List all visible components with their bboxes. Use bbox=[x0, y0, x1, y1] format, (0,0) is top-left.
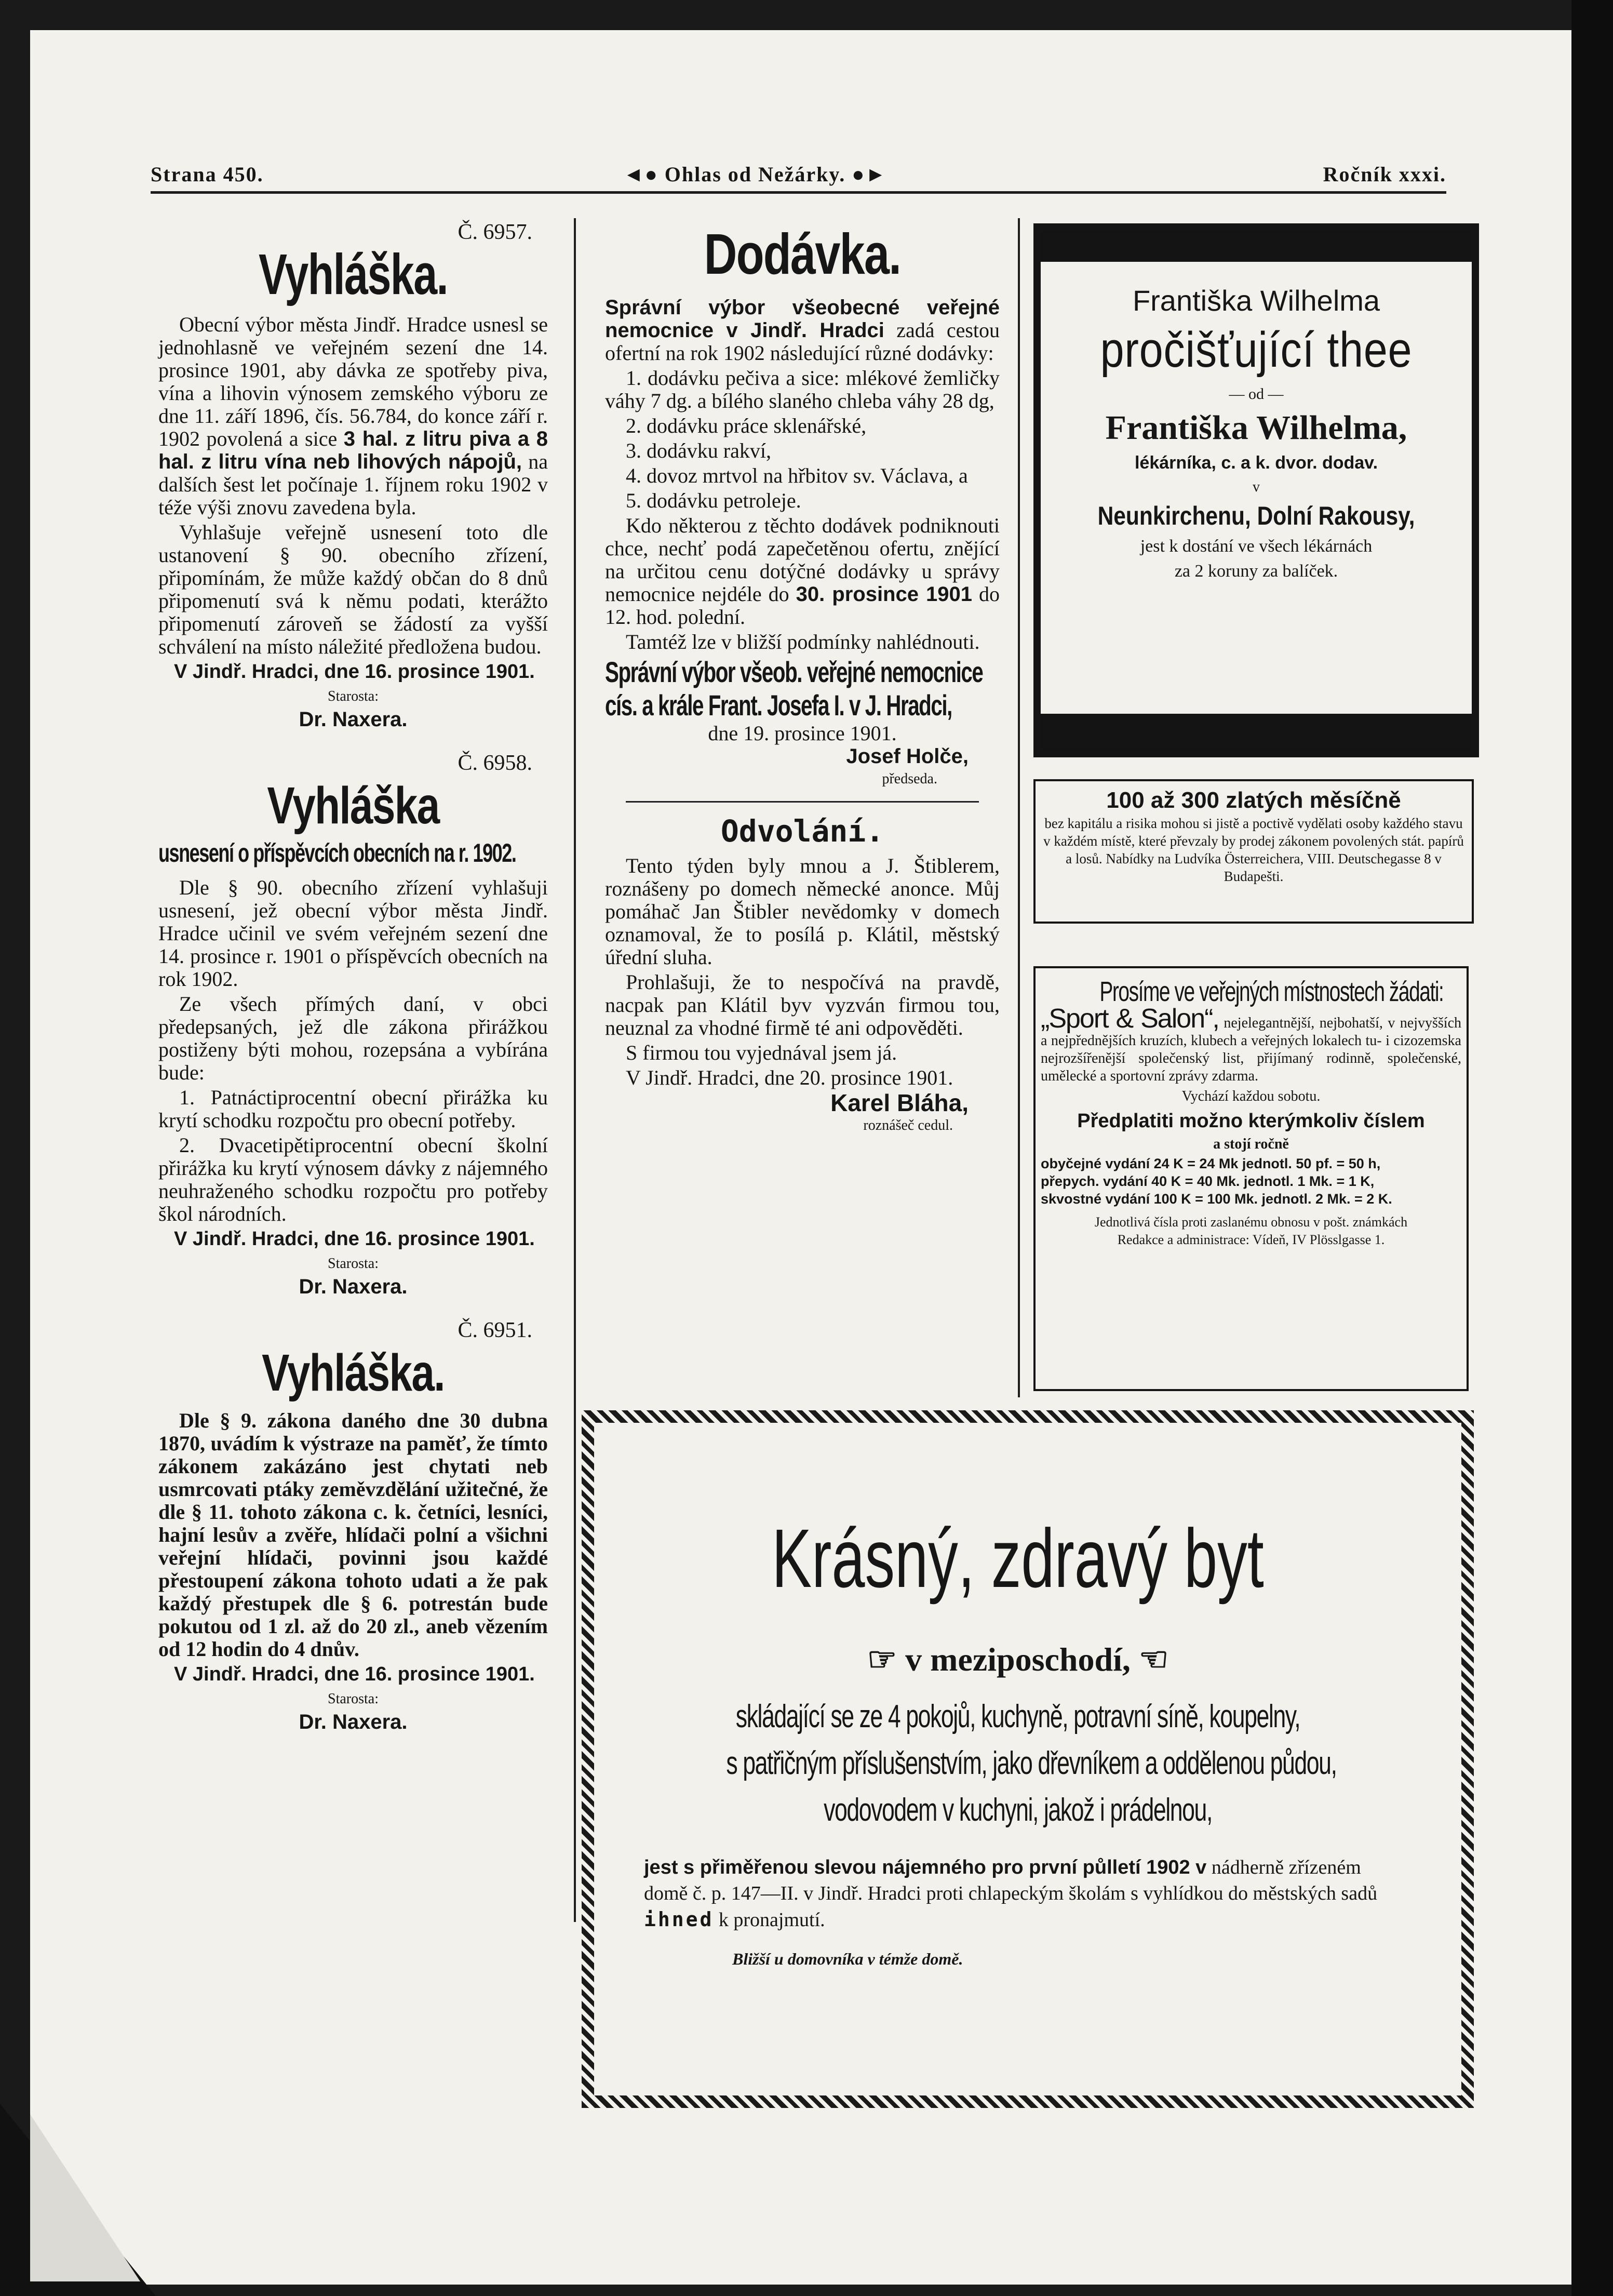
ad-line: lékárníka, c. a k. dvor. dodav. bbox=[1134, 453, 1378, 473]
signer-role: Starosta: bbox=[328, 688, 379, 704]
signer-name: Dr. Naxera. bbox=[299, 1711, 408, 1733]
volume-number: Ročník xxxi. bbox=[1323, 163, 1446, 186]
ad-line: s patřičným příslušenstvím, jako dřevníkem a oddělenou půdou, bbox=[726, 1745, 1337, 1781]
ad-line: v bbox=[1253, 479, 1260, 495]
ad-text: jest s přiměřenou slevou nájemného pro první půlletí 1902 v nádherně zřízeném domě č. p. 147—II. v Jindř. Hradci proti chlapeckým školám s vyhlídkou do městských sadů ihned k pronajmutí. bbox=[644, 1857, 1378, 1931]
ad-line: Prosíme ve veřejných místnostech žádati: bbox=[1099, 976, 1444, 1007]
ad-note: Bližší u domovníka v témže domě. bbox=[732, 1950, 963, 1968]
money-advertisement bbox=[1033, 779, 1474, 924]
signer-role: předseda. bbox=[882, 771, 937, 787]
signer-name: Dr. Naxera. bbox=[299, 708, 408, 731]
notice-date: V Jindř. Hradci, dne 16. prosince 1901. bbox=[174, 661, 535, 683]
signature-line: cís. a krále Frant. Josefa I. v J. Hradci, bbox=[605, 689, 952, 722]
scan-corner-fold bbox=[0, 2104, 156, 2296]
signer-role: Starosta: bbox=[328, 1256, 379, 1272]
notice-number: Č. 6957. bbox=[458, 220, 532, 244]
newspaper-name: ◄● Ohlas od Nežárky. ●► bbox=[623, 163, 887, 186]
ad-line: Jednotlivá čísla proti zaslanému obnosu v pošt. známkách bbox=[1094, 1214, 1408, 1230]
ad-line: za 2 koruny za balíček. bbox=[1174, 562, 1338, 581]
ad-line: Františka Wilhelma, bbox=[1105, 409, 1407, 447]
notice-paragraph: Vyhlašuje veřejně usnesení toto dle ustanovení § 90. obecního zřízení, připomínám, že může každý občan do 8 dnů připomenutí svá k němu podati, kterážto připomenutí zároveň se žádostí za vyšší schválení na místo náležité předložena budou. bbox=[158, 520, 548, 658]
hand-icon: ☜ bbox=[1138, 1641, 1169, 1678]
signature-line: Správní výbor všeob. veřejné nemocnice bbox=[605, 656, 983, 688]
notice-title: Vyhláška. bbox=[258, 243, 448, 306]
notice-paragraph: Prohlašuji, že to nespočívá na pravdě, nacpak pan Klátil byv vyzván firmou tou, neuznal za vhodné firmě té ani odpověděti. bbox=[605, 970, 1000, 1039]
ad-subheadline: ☞ v meziposchodí, ☜ bbox=[867, 1641, 1169, 1678]
page-number: Strana 450. bbox=[151, 163, 264, 186]
signer-name: Dr. Naxera. bbox=[299, 1275, 408, 1298]
ad-text: „Sport & Salon“, nejelegantnější, nejbohatší, v nejvyšších a nejpřednějších kruzích, klubech a veřejných lokalech tu- i cizozemska nejrozšířenější společenský list, přijímaný rodinně, společenské, umělecké a sportovní zprávy zdarma. bbox=[1041, 1004, 1461, 1084]
list-item: 1. dodávku pečiva a sice: mlékové žemličky váhy 7 dg. a bílého slaného chleba váhy 28 dg, bbox=[605, 366, 1000, 412]
signer-role: roznášeč cedul. bbox=[863, 1117, 953, 1133]
scan-edge-right bbox=[1571, 0, 1613, 2296]
column-divider-1 bbox=[574, 218, 576, 1922]
price-row: skvostné vydání 100 K = 100 Mk. jednotl. 2 Mk. = 2 K. bbox=[1041, 1191, 1392, 1207]
section-rule bbox=[626, 801, 979, 803]
notice-paragraph: Tamtéž lze v bližší podmínky nahlédnouti. bbox=[626, 630, 980, 653]
middle-column bbox=[605, 223, 1000, 1137]
price-row: obyčejné vydání 24 K = 24 Mk jednotl. 50 pf. = 50 h, bbox=[1041, 1156, 1381, 1171]
ad-line: jest k dostání ve všech lékárnách bbox=[1140, 537, 1373, 556]
signer-name: Josef Holče, bbox=[846, 745, 969, 768]
header-rule bbox=[151, 191, 1446, 194]
list-item: 3. dodávku rakví, bbox=[626, 439, 771, 462]
hand-icon: ☞ bbox=[867, 1641, 897, 1678]
notice-paragraph: Správní výbor všeobecné veřejné nemocnice v Jindř. Hradci zadá cestou ofertní na rok 1902 následující různé dodávky: bbox=[605, 296, 1000, 365]
list-item: 4. dovoz mrtvol na hřbitov sv. Václava, a bbox=[626, 464, 968, 487]
price-row: přepych. vydání 40 K = 40 Mk. jednotl. 1 Mk. = 1 K, bbox=[1041, 1173, 1375, 1189]
list-item: 5. dodávku petroleje. bbox=[626, 489, 801, 512]
notice-date: V Jindř. Hradci, dne 16. prosince 1901. bbox=[174, 1663, 535, 1685]
ad-line: a stojí ročně bbox=[1213, 1136, 1289, 1152]
ad-line: Vychází každou sobotu. bbox=[1181, 1088, 1321, 1104]
notice-paragraph: S firmou tou vyjednával jsem já. bbox=[626, 1041, 897, 1064]
notice-paragraph: 2. Dvacetipětiprocentní obecní školní přirážka ku krytí výnosem dávky z nájemného neuhraženého schodku rozpočtu pro potřeby škol národních. bbox=[158, 1133, 548, 1225]
ad-line: Františka Wilhelma bbox=[1132, 284, 1380, 317]
ad-line: Předplatiti možno kterýmkoliv číslem bbox=[1077, 1110, 1425, 1132]
ad-line: Redakce a administrace: Vídeň, IV Plösslgasse 1. bbox=[1117, 1232, 1385, 1247]
notice-date: V Jindř. Hradci, dne 20. prosince 1901. bbox=[626, 1066, 953, 1089]
column-divider-2 bbox=[1018, 218, 1020, 1397]
ad-line: Neunkirchenu, Dolní Rakousy, bbox=[1097, 501, 1415, 530]
notice-number: Č. 6951. bbox=[458, 1318, 532, 1342]
signer-name: Karel Bláha, bbox=[830, 1089, 969, 1116]
notice-title: Dodávka. bbox=[704, 222, 901, 286]
apartment-advertisement bbox=[613, 1444, 1423, 2057]
notice-paragraph: Tento týden byly mnou a J. Štiblerem, roznášeny po domech německé anonce. Můj pomáhač Jan Štibler nevědomky v domech oznamoval, že to posílá p. Klátil, městský úřední sluha. bbox=[605, 854, 1000, 969]
notice-date: V Jindř. Hradci, dne 16. prosince 1901. bbox=[174, 1228, 535, 1250]
signer-role: Starosta: bbox=[328, 1691, 379, 1707]
ad-headline: 100 až 300 zlatých měsíčně bbox=[1106, 787, 1401, 813]
ad-line: — od — bbox=[1229, 385, 1284, 403]
ad-headline: pročišťující thee bbox=[1100, 322, 1413, 378]
left-column bbox=[158, 221, 548, 1733]
notice-title: Vyhláška. bbox=[262, 1344, 445, 1402]
sport-salon-advertisement bbox=[1033, 966, 1469, 1391]
notice-paragraph: Kdo některou z těchto dodávek podniknouti chce, nechť podá zapečetěnou ofertu, znějící na určitou cenu dotýčné dodávky u správy nemocnice nejdéle do 30. prosince 1901 do 12. hod. polední. bbox=[605, 514, 1000, 629]
ad-bottom-band bbox=[1041, 714, 1472, 750]
notice-paragraph: Dle § 9. zákona daného dne 30 dubna 1870, uvádím k výstraze na paměť, že tímto zákonem zakázáno jest chytati neb usmrcovati ptáky zeměvzdělání užitečné, že dle § 11. tohoto zákona c. k. četníci, lesníci, hajní lesův a zvěře, hlídači polní a všichni veřejní hlídači, povinni jsou každé přestoupení zákona tohoto udati a že pak každý přestupek dle § 6. potrestán bude pokutou od 1 zl. až do 20 zl., aneb vězením od 12 hodin do 4 dnův. bbox=[158, 1409, 548, 1661]
notice-title: Odvolání. bbox=[720, 813, 884, 849]
notice-number: Č. 6958. bbox=[458, 751, 532, 775]
tea-advertisement bbox=[1033, 223, 1479, 757]
notice-subtitle: usnesení o příspěvcích obecních na r. 1902. bbox=[158, 838, 516, 867]
ad-headline: Krásný, zdravý byt bbox=[772, 1512, 1264, 1605]
ad-line: vodovodem v kuchyni, jakož i prádelnou, bbox=[824, 1792, 1212, 1828]
notice-paragraph: 1. Patnáctiprocentní obecní přirážka ku krytí schodku rozpočtu pro obecní potřeby. bbox=[158, 1086, 548, 1132]
ad-text: bez kapitálu a risika mohou si jistě a poctivě vydělati osoby každého stavu v každém místě, které převzaly by prodej zákonem povolených stát. papírů a losů. Nabídky na Ludvíka Österreichera, VIII. Deutschegasse 8 v Budapešti. bbox=[1043, 816, 1464, 884]
ad-top-band bbox=[1041, 231, 1472, 262]
notice-paragraph: Dle § 90. obecního zřízení vyhlašuji usnesení, jež obecní výbor města Jindř. Hradce učinil ve svém veřejném sezení dne 14. prosince r. 1901 o příspěvcích obecních na rok 1902. bbox=[158, 876, 548, 991]
notice-title: Vyhláška bbox=[267, 777, 439, 835]
list-item: 2. dodávku práce sklenářské, bbox=[626, 414, 867, 437]
notice-paragraph: Obecní výbor města Jindř. Hradce usnesl se jednohlasně ve veřejném sezení dne 14. prosince 1901, aby dávka ze spotřeby piva, vína a lihovin výnosem zemského výboru ze dne 11. září 1896, čís. 56.784, do konce září r. 1902 povolená a sice 3 hal. z litru piva a 8 hal. z litru vína neb lihových nápojů, na dalších šest let počínaje 1. říjnem roku 1902 v téže výši znovu zavedena byla. bbox=[158, 313, 548, 519]
notice-paragraph: Ze všech přímých daní, v obci předepsaných, jež dle zákona přirážkou postiženy býti mohou, rozepsána a vybírána bude: bbox=[158, 992, 548, 1084]
ad-line: skládající se ze 4 pokojů, kuchyně, potravní síně, koupelny, bbox=[735, 1699, 1300, 1734]
notice-date: dne 19. prosince 1901. bbox=[708, 722, 897, 745]
